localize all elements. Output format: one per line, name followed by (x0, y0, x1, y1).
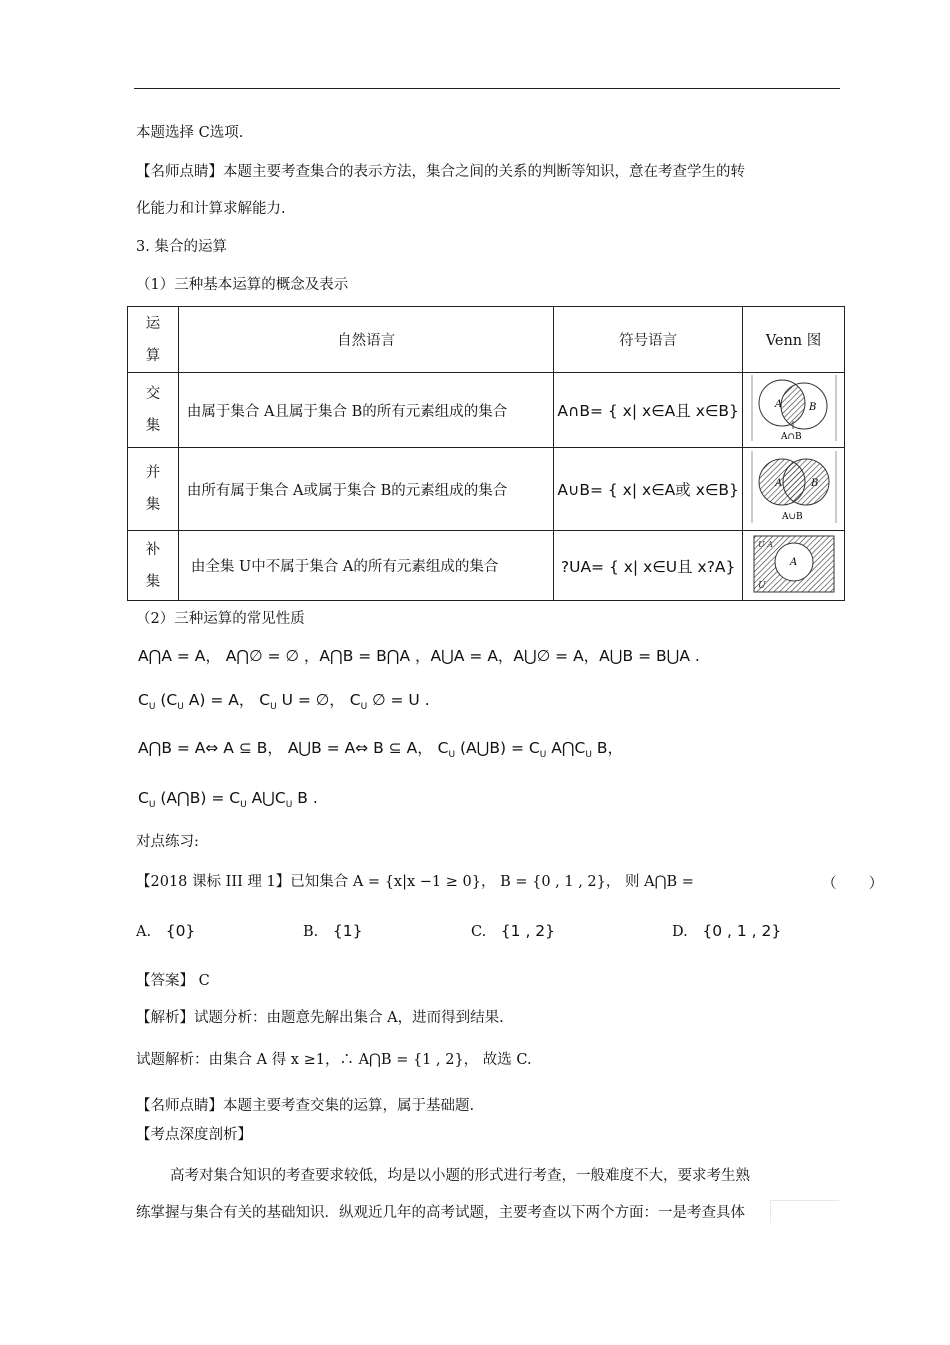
teacher-tip-1: 【名师点睛】本题主要考查集合的表示方法，集合之间的关系的判断等知识，意在考查学生的转 (136, 164, 745, 180)
subsection-1-heading: （1）三种基本运算的概念及表示 (136, 277, 349, 293)
answer-blank: （ ） (822, 876, 884, 892)
option-a: A. {0} (136, 922, 196, 940)
table-row (128, 531, 845, 601)
natural-complement: 由全集 U中不属于集合 A的所有元素组成的集合 (178, 531, 553, 601)
header-op: 运 算 (128, 307, 179, 373)
property-line-1: A⋂A = A， A⋂∅ = ∅ ，A⋂B = B⋂A ，A⋃A = A，A⋃∅ = A，A⋃B = B⋃A . (138, 647, 700, 665)
answer-options (0, 922, 950, 946)
option-b: B. {1} (303, 922, 363, 940)
deep-analysis-heading: 【考点深度剖析】 (136, 1127, 252, 1143)
paragraph-line-2: 练掌握与集合有关的基础知识．纵观近几年的高考试题，主要考查以下两个方面：一是考查具体 (136, 1205, 745, 1221)
symbol-complement: ?UA= { x| x∈U且 x?A} (554, 531, 743, 601)
venn-caption: A∩B (780, 432, 802, 442)
answer-choice-line: 本题选择 C选项. (136, 125, 244, 141)
symbol-intersection: A∩B= { x| x∈A且 x∈B} (554, 373, 743, 448)
venn-union (743, 448, 845, 531)
analysis-line-1: 【解析】试题分析：由题意先解出集合 A，进而得到结果. (136, 1010, 504, 1026)
venn-label-u-a: U A (757, 539, 773, 549)
venn-label-a: A (789, 556, 797, 568)
option-d: D. {0 , 1 , 2} (672, 922, 782, 940)
option-c: C. {1 , 2} (471, 922, 556, 940)
table-row (128, 373, 845, 448)
property-line-2: $C_U$ ($C_U$ A) = A， $C_U$ U = ∅， $C_U$ ∅ = U . (138, 691, 430, 713)
section-heading: 3. 集合的运算 (136, 239, 227, 255)
subsection-2-heading: （2）三种运算的常见性质 (136, 611, 305, 627)
header-symbol: 符号语言 (554, 307, 743, 373)
paragraph-line-1: 高考对集合知识的考查要求较低，均是以小题的形式进行考查，一般难度不大，要求考生熟 (170, 1168, 750, 1184)
teacher-tip-1-cont: 化能力和计算求解能力. (136, 201, 286, 217)
table-row (128, 448, 845, 531)
op-union: 并 集 (128, 448, 179, 531)
venn-complement-diagram (752, 534, 836, 594)
answer-line: 【答案】 C (136, 973, 210, 989)
symbol-union: A∪B= { x| x∈A或 x∈B} (554, 448, 743, 531)
natural-intersection: 由属于集合 A且属于集合 B的所有元素组成的集合 (178, 373, 553, 448)
analysis-line-2: 试题解析：由集合 A 得 x ≥1，∴ A⋂B = {1 , 2}， 故选 C. (136, 1052, 532, 1068)
scan-artifact (770, 1200, 839, 1223)
property-line-4: $C_U$ (A⋂B) = $C_U$ $A⋃C_U$ B . (138, 789, 318, 811)
venn-union-diagram (749, 449, 839, 525)
venn-label-b: B (808, 402, 816, 413)
property-line-3: A⋂B = A⇔ A ⊆ B， A⋃B = A⇔ B ⊆ A， $C_U$ (A⋃B) = $C_U$ $A⋂C_U$ B， (138, 739, 624, 761)
practice-heading: 对点练习: (136, 834, 199, 850)
header-natural: 自然语言 (178, 307, 553, 373)
op-complement: 补 集 (128, 531, 179, 601)
venn-label-a: A (774, 399, 782, 410)
teacher-tip-2: 【名师点睛】本题主要考查交集的运算，属于基础题. (136, 1098, 475, 1114)
set-operations-table (127, 306, 845, 601)
venn-label-a: A (774, 478, 782, 489)
natural-union: 由所有属于集合 A或属于集合 B的元素组成的集合 (178, 448, 553, 531)
venn-caption: A∪B (781, 512, 803, 522)
venn-complement (743, 531, 845, 601)
venn-intersection-diagram (749, 373, 839, 443)
table-header-row (128, 307, 845, 373)
op-intersection: 交 集 (128, 373, 179, 448)
top-rule (134, 88, 840, 89)
venn-label-u: U (757, 580, 766, 591)
question-stem: 【2018 课标 III 理 1】已知集合 A = {x|x −1 ≥ 0}， B = {0 , 1 , 2}， 则 A⋂B = (136, 874, 694, 890)
header-venn: Venn 图 (743, 307, 845, 373)
venn-label-b: B (810, 478, 818, 489)
venn-intersection (743, 373, 845, 448)
